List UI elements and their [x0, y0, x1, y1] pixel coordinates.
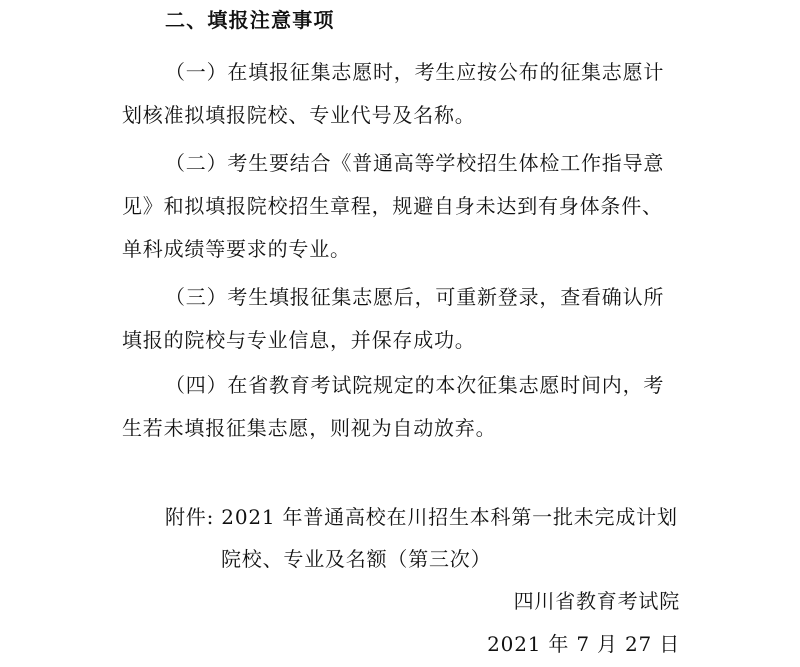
paragraph-2-line-2: 见》和拟填报院校招生章程，规避自身未达到有身体条件、 — [122, 194, 663, 218]
section-heading: 二、填报注意事项 — [165, 8, 335, 32]
signature-date: 2021 年 7 月 27 日 — [487, 632, 680, 656]
paragraph-1-line-2: 划核准拟填报院校、专业代号及名称。 — [122, 103, 476, 127]
paragraph-4-line-2: 生若未填报征集志愿，则视为自动放弃。 — [122, 416, 497, 440]
paragraph-2-line-3: 单科成绩等要求的专业。 — [122, 237, 351, 261]
attachment-line-1: 附件: 2021 年普通高校在川招生本科第一批未完成计划 — [165, 505, 678, 529]
paragraph-1-line-1: （一）在填报征集志愿时，考生应按公布的征集志愿计 — [165, 60, 665, 84]
paragraph-3-line-1: （三）考生填报征集志愿后，可重新登录，查看确认所 — [165, 285, 665, 309]
paragraph-3-line-2: 填报的院校与专业信息，并保存成功。 — [122, 328, 476, 352]
paragraph-4-line-1: （四）在省教育考试院规定的本次征集志愿时间内，考 — [165, 373, 665, 397]
paragraph-2-line-1: （二）考生要结合《普通高等学校招生体检工作指导意 — [165, 151, 665, 175]
signature-organization: 四川省教育考试院 — [513, 589, 680, 613]
attachment-line-2: 院校、专业及名额（第三次） — [221, 547, 492, 571]
